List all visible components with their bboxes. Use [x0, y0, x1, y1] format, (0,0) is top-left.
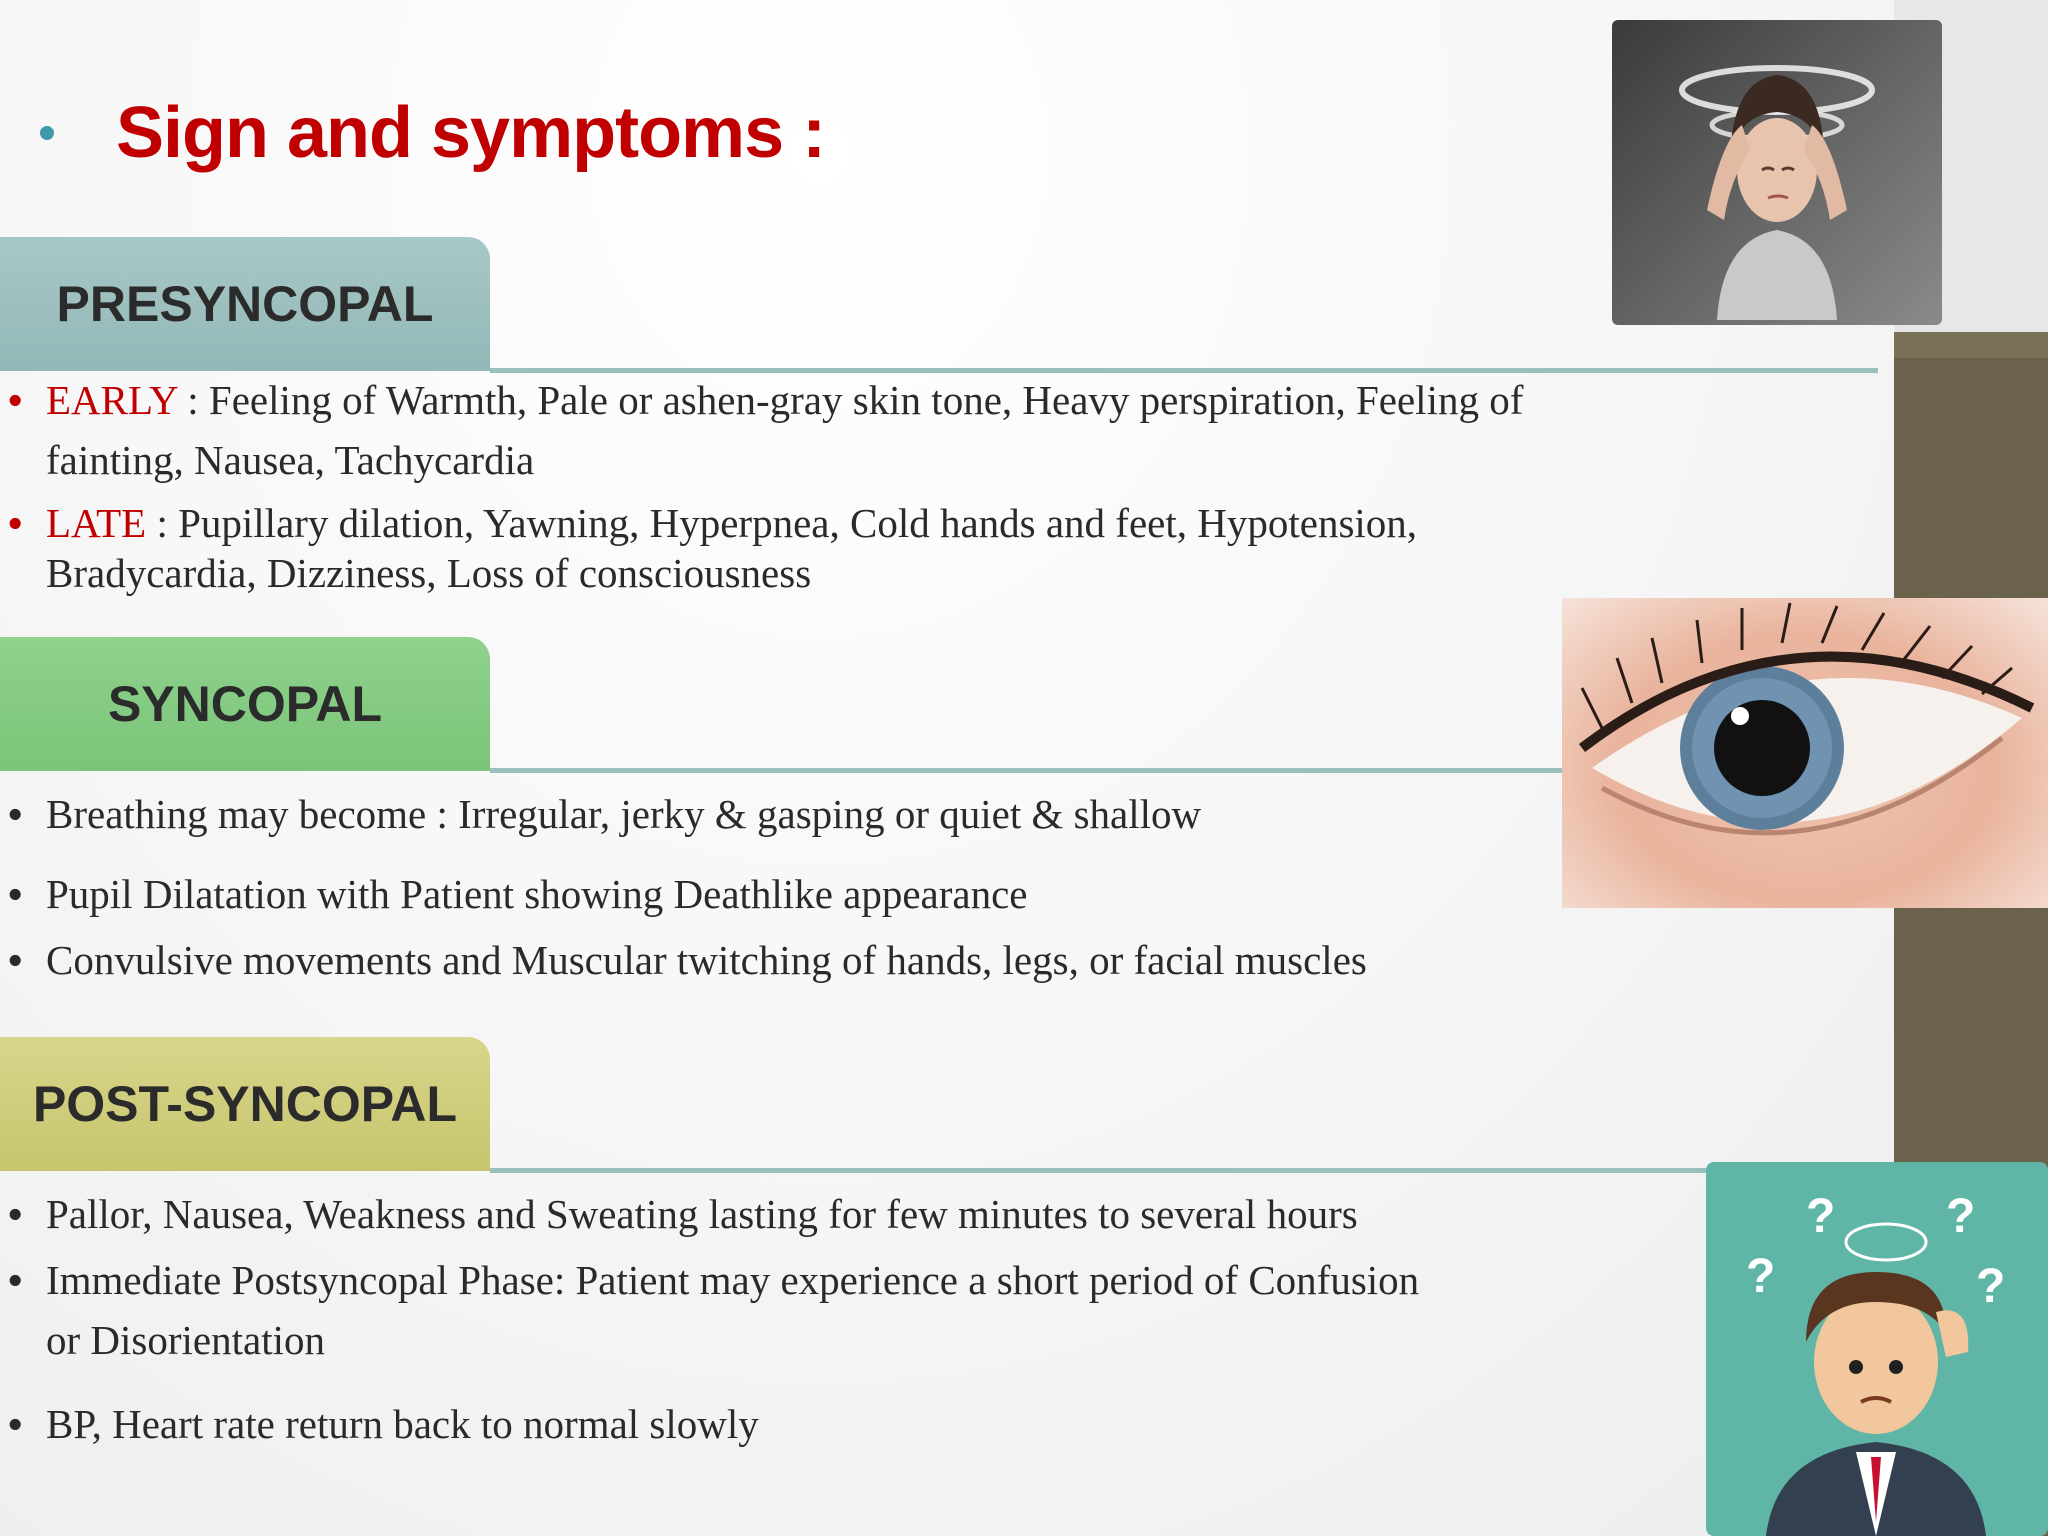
syncopal-item-breathing: • Breathing may become : Irregular, jerky & gasping or quiet & shallow	[46, 784, 1201, 844]
title-bullet-icon	[40, 126, 54, 140]
svg-text:?: ?	[1806, 1190, 1836, 1243]
title-row	[40, 88, 825, 178]
post-syncopal-heading: POST-SYNCOPAL	[0, 1037, 490, 1171]
confusion-text-line1: Immediate Postsyncopal Phase: Patient may experience a short period of Confusion	[46, 1257, 1420, 1303]
late-keyword: LATE	[46, 500, 147, 546]
svg-text:?: ?	[1746, 1250, 1776, 1303]
post-syncopal-item-confusion	[46, 1250, 1419, 1370]
post-syncopal-item-bp	[46, 1394, 759, 1454]
dilated-eye-photo	[1562, 598, 2048, 908]
syncopal-heading: SYNCOPAL	[0, 637, 490, 771]
late-text-line2: Bradycardia, Dizziness, Loss of consciousness	[46, 550, 812, 596]
eye-icon	[1562, 598, 2048, 908]
post-syncopal-item-pallor	[46, 1184, 1358, 1244]
bp-text: BP, Heart rate return back to normal slowly	[46, 1401, 759, 1447]
syncopal-item-pupil: • Pupil Dilatation with Patient showing Deathlike appearance	[46, 864, 1027, 924]
svg-text:?: ?	[1976, 1260, 2006, 1313]
syncopal-item-convulsive: • Convulsive movements and Muscular twitching of hands, legs, or facial muscles	[46, 930, 1367, 990]
confused-man-cartoon	[1706, 1162, 2048, 1536]
presyncopal-early-item	[46, 370, 1523, 490]
early-text-line1: : Feeling of Warmth, Pale or ashen-gray skin tone, Heavy perspiration, Feeling of	[177, 377, 1524, 423]
late-text-line1: : Pupillary dilation, Yawning, Hyperpnea, Cold hands and feet, Hypotension,	[146, 500, 1418, 546]
post-syncopal-divider	[490, 1168, 1760, 1173]
dizzy-woman-photo	[1612, 20, 1942, 325]
early-keyword: EARLY	[46, 377, 178, 423]
side-decoration-band	[1894, 332, 2048, 358]
dizzy-woman-icon	[1612, 20, 1942, 325]
presyncopal-late-item	[46, 498, 1417, 598]
syncopal-divider	[490, 768, 1570, 773]
confusion-text-line2: or Disorientation	[46, 1317, 325, 1363]
svg-text:?: ?	[1946, 1190, 1976, 1243]
presyncopal-heading: PRESYNCOPAL	[0, 237, 490, 371]
pallor-text: Pallor, Nausea, Weakness and Sweating lasting for few minutes to several hours	[46, 1191, 1358, 1237]
early-text-line2: fainting, Nausea, Tachycardia	[46, 437, 535, 483]
confused-man-icon	[1706, 1162, 2048, 1536]
slide-title: Sign and symptoms :	[116, 93, 826, 173]
